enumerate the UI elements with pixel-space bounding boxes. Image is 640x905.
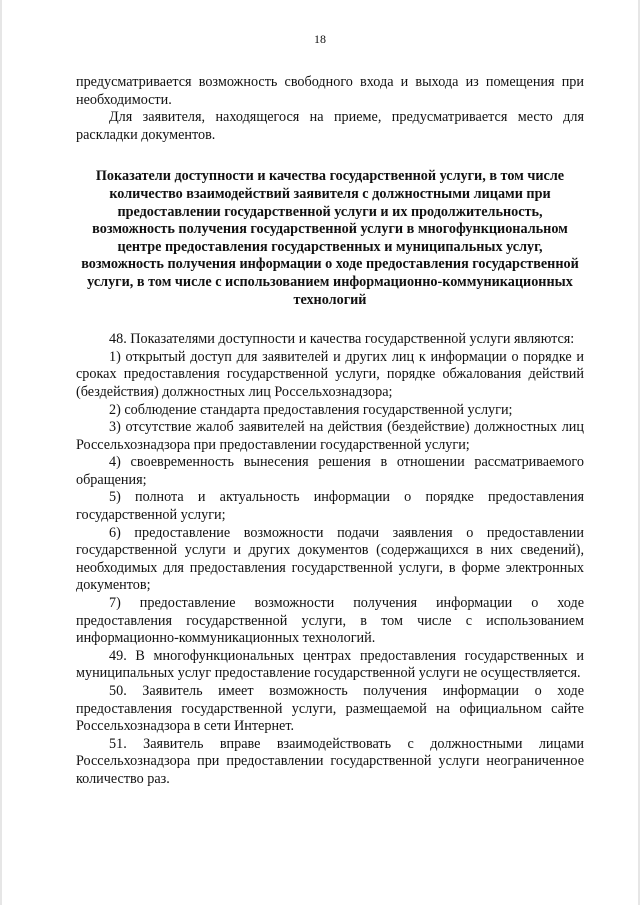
section-50: 50. Заявитель имеет возможность получения информации о ходе предоставления государственной услуги, размещаемой на официальном сайте Россельхознадзора в сети Интернет. xyxy=(76,683,584,735)
list-item-5: 5) полнота и актуальность информации о порядке предоставления государственной услуги; xyxy=(76,489,584,524)
section-heading: Показатели доступности и качества государственной услуги, в том числе количество взаимодействий заявителя с должностными лицами при предоставлении государственной услуги и их продолжительность, возможность получения государственной услуги в многофункциональном центре предоставления государственных и муниципальных услуг, возможность получения информации о ходе предоставления государственной услуги, в том числе с использованием информационно-коммуникационных технологий xyxy=(81,168,579,308)
section-48-intro: 48. Показателями доступности и качества государственной услуги являются: xyxy=(109,331,575,348)
page-edge-left xyxy=(0,0,2,905)
section-51: 51. Заявитель вправе взаимодействовать с должностными лицами Россельхознадзора при предоставлении государственной услуги неограниченное количество раз. xyxy=(76,735,584,787)
list-item-3: 3) отсутствие жалоб заявителей на действия (бездействие) должностных лиц Россельхознадзора при предоставлении государственной услуги; xyxy=(76,419,584,453)
section-49: 49. В многофункциональных центрах предоставления государственных и муниципальных услуг предоставление государственной услуги не осуществляется. xyxy=(76,647,584,682)
list-item-1: 1) открытый доступ для заявителей и других лиц к информации о порядке и сроках предоставления государственной услуги, порядке обжалования действий (бездействия) должностных лиц Россельхознадзора; xyxy=(76,348,584,400)
list-item-4: 4) своевременность вынесения решения в отношении рассматриваемого обращения; xyxy=(76,454,584,488)
paragraph-document-space: Для заявителя, находящегося на приеме, предусматривается место для раскладки документов. xyxy=(76,109,584,143)
list-item-2: 2) соблюдение стандарта предоставления государственной услуги; xyxy=(109,401,513,418)
list-item-7: 7) предоставление возможности получения информации о ходе предоставления государственной услуги, в том числе с использованием информационно-коммуникационных технологий. xyxy=(76,595,584,647)
list-item-6: 6) предоставление возможности подачи заявления о предоставлении государственной услуги и других документов (содержащихся в них сведений), необходимых для предоставления государственной услуги, в форме электронных документов; xyxy=(76,524,584,594)
page-content xyxy=(76,74,584,789)
page-number: 18 xyxy=(314,32,326,46)
paragraph-continuation: предусматривается возможность свободного входа и выхода из помещения при необходимости. xyxy=(76,74,584,108)
